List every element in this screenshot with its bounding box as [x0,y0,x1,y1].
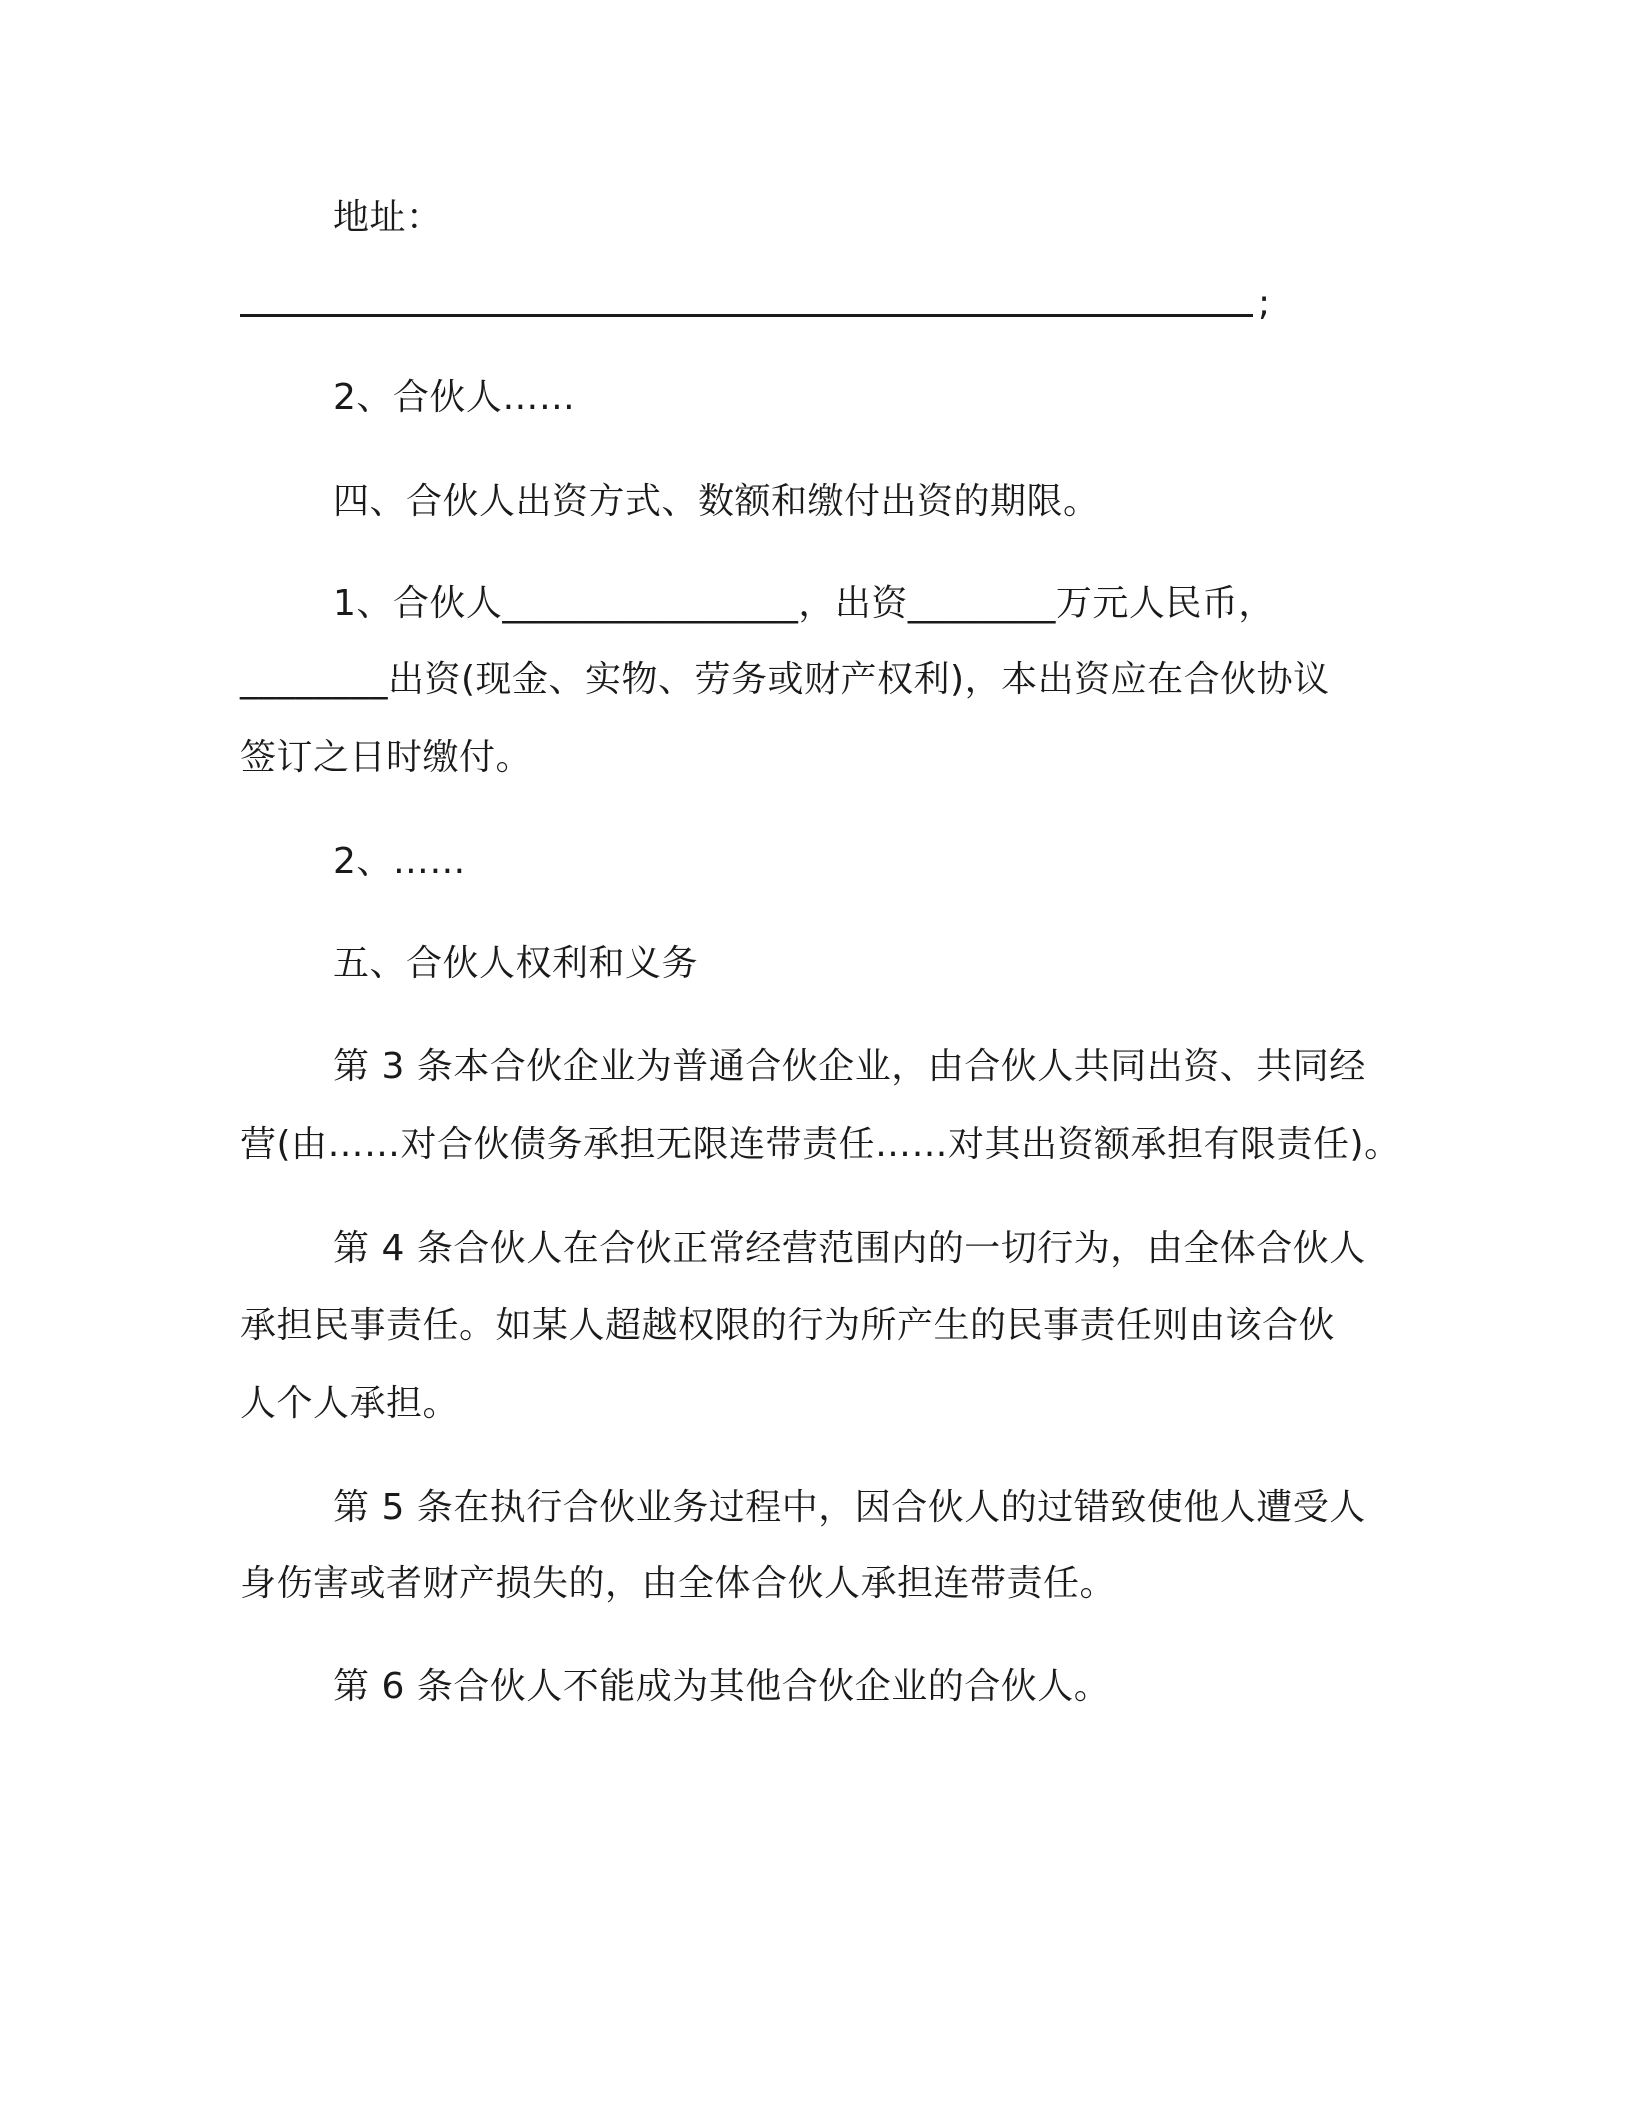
article-5-line-2: 身伤害或者财产损失的，由全体合伙人承担连带责任。 [240,1563,1117,1604]
contribution-line-1: 1、合伙人________________，出资________万元人民币， [333,583,1275,624]
article-3-line-2: 营(由……对合伙债务承担无限连带责任……对其出资额承担有限责任)。 [240,1124,1401,1165]
article-5-line-1: 第 5 条在执行合伙业务过程中，因合伙人的过错致使他人遭受人 [333,1487,1366,1528]
section-4-heading: 四、合伙人出资方式、数额和缴付出资的期限。 [333,481,1100,522]
address-line-end: ; [1258,283,1271,324]
address-label: 地址： [333,197,443,238]
partner-2-line: 2、合伙人…… [333,377,576,418]
address-blank-line [240,314,1253,317]
article-6-line: 第 6 条合伙人不能成为其他合伙企业的合伙人。 [333,1666,1111,1707]
article-4-line-3: 人个人承担。 [240,1383,460,1424]
article-4-line-1: 第 4 条合伙人在合伙正常经营范围内的一切行为，由全体合伙人 [333,1228,1366,1269]
article-3-line-1: 第 3 条本合伙企业为普通合伙企业，由合伙人共同出资、共同经 [333,1046,1366,1087]
contribution-line-3: 签订之日时缴付。 [240,737,533,778]
contribution-2-line: 2、…… [333,841,466,882]
section-5-heading: 五、合伙人权利和义务 [333,943,699,984]
article-4-line-2: 承担民事责任。如某人超越权限的行为所产生的民事责任则由该合伙 [240,1305,1336,1346]
contribution-line-2: ________出资(现金、实物、劳务或财产权利)，本出资应在合伙协议 [240,659,1330,700]
